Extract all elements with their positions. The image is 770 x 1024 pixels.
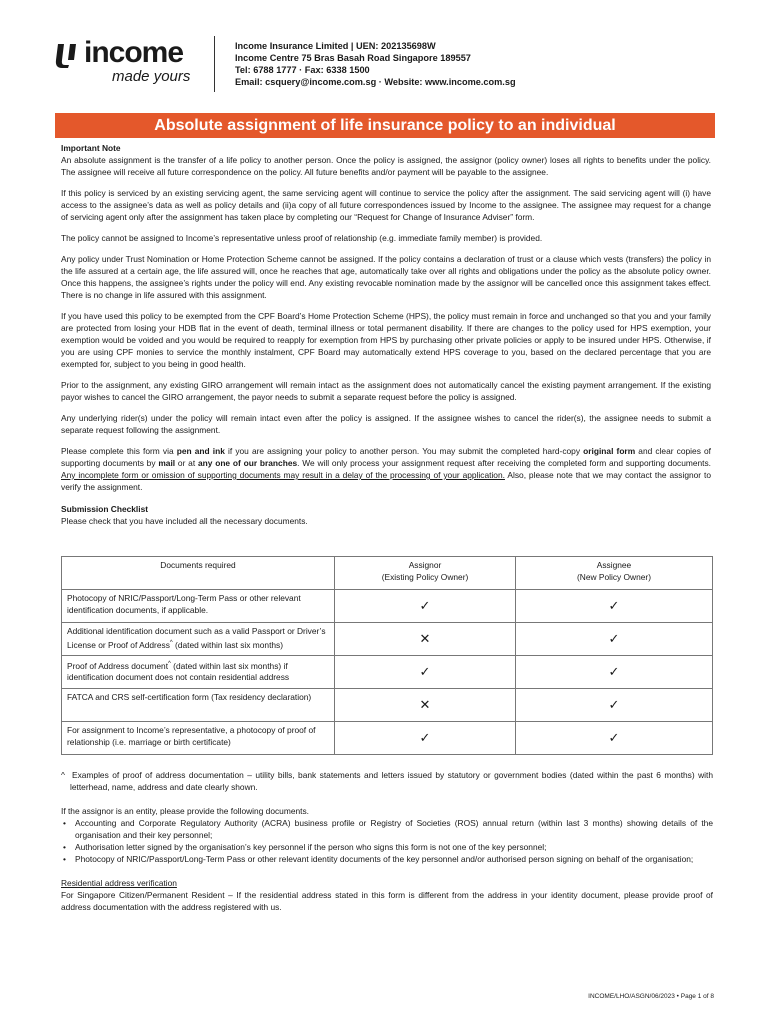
note-paragraph: An absolute assignment is the transfer of a life policy to another person. Once the policy is assigned, the assignor (policy owner) loses all rights to benefits under the policy. The assignee will receive all future correspondence on the policy. All future benefits and/or payment will be payable to the assignee. [61, 155, 711, 177]
important-note-heading: Important Note [61, 143, 121, 153]
checklist-heading: Submission Checklist [61, 504, 149, 514]
footnote [61, 769, 713, 793]
text-run: or at [175, 458, 198, 468]
assignee-check-icon: ✓ [516, 689, 713, 722]
document-cell [62, 656, 335, 689]
assignor-cross-icon: ✕ [335, 623, 516, 656]
checklist-intro: Please check that you have included all the necessary documents. [61, 516, 308, 526]
assignee-check-icon: ✓ [516, 590, 713, 623]
table-row [62, 656, 713, 689]
income-logo-mark-icon [54, 40, 84, 70]
list-item: • Accounting and Corporate Regulatory Authority (ACRA) business profile or Registry of Societies (ROS) annual return (within last 3 months) showing details of the organisation and their key personnel; [61, 817, 713, 841]
document-cell: Photocopy of NRIC/Passport/Long-Term Pass or other relevant identification documents, if applicable. [62, 590, 335, 623]
text-run: and clear copies of supporting documents by [61, 446, 711, 468]
table-row [62, 689, 713, 722]
col-label: Assignor [408, 560, 442, 570]
text-run: Proof of Address document [67, 660, 169, 671]
table-row [62, 590, 713, 623]
note-paragraph: Any policy under Trust Nomination or Home Protection Scheme cannot be assigned. If the policy contains a declaration of trust or a clause which vests (transfers) the policy in the life assured at a certain age, the life assured will, once he reaches that age, automatically take over all rights and obligations under the policy as the absolute policy owner. Once this happens, the assignee’s rights under the policy will end. Any existing revocable nomination made by the assignor will be cancelled once this assignment takes effect. There is no change in life assured with this assignment. [61, 254, 711, 300]
note-paragraph: If this policy is serviced by an existing servicing agent, the same servicing agent will continue to service the policy after the assignment. The said servicing agent will (i) have access to the assignee’s data as well as policy details and (ii)a copy of all future correspondences issued by Income to the assignee. The assignee may request for a change of servicing agent only after the assignment has taken place by completing our “Request for Change of Insurance Adviser” form. [61, 188, 711, 222]
document-cell [62, 623, 335, 656]
text-run: Please complete this form via [61, 446, 177, 456]
page-title: Absolute assignment of life insurance policy to an individual [55, 113, 715, 138]
assignor-check-icon: ✓ [335, 590, 516, 623]
text-run: Additional identification document such as a valid Passport or Driver’s License or Proof of Address [67, 626, 326, 650]
col-documents-required: Documents required [62, 557, 335, 590]
col-label: Assignee [596, 560, 632, 570]
address-line: Income Centre 75 Bras Basah Road Singapore 189557 [235, 53, 471, 63]
assignee-check-icon: ✓ [516, 722, 713, 755]
text-run: Also, please note that we may contact the assignor to verify the assignment. [61, 470, 711, 492]
tel-line: Tel: 6788 1777 · Fax: 6338 1500 [235, 65, 370, 75]
entity-documents-list [61, 817, 713, 865]
footnote-ref: ^ [168, 661, 171, 667]
document-cell: FATCA and CRS self-certification form (Tax residency declaration) [62, 689, 335, 722]
list-item: • Authorisation letter signed by the organisation’s key personnel if the person who signs this form is not one of the key personnel; [61, 841, 713, 853]
assignor-cross-icon: ✕ [335, 689, 516, 722]
important-note [61, 142, 711, 527]
company-details [235, 40, 516, 88]
logo-word: income [84, 36, 184, 69]
text-run: any one of our branches [197, 458, 298, 468]
text-run: (dated within last six months) [172, 639, 284, 650]
assignor-check-icon: ✓ [335, 656, 516, 689]
text-run: . We will only process your assignment request after receiving the completed form and supporting documents. [297, 458, 712, 468]
submission-checklist-table [61, 556, 713, 755]
note-paragraph: Any underlying rider(s) under the policy will remain intact even after the policy is assigned. If the assignee wishes to cancel the rider(s), the assignee needs to submit a separate request following the assignment. [61, 413, 711, 435]
submission-instructions [61, 445, 711, 493]
logo-tagline: made yours [112, 68, 191, 85]
document-cell: For assignment to Income’s representative, a photocopy of proof of relationship (i.e. marriage or birth certificate) [62, 722, 335, 755]
table-header-row [62, 557, 713, 590]
company-line: Income Insurance Limited | UEN: 202135698W [235, 41, 436, 51]
residential-text: For Singapore Citizen/Permanent Resident – If the residential address stated in this form is different from the address in your identity document, please provide proof of address documentation with the address registered with us. [61, 890, 713, 912]
footnote-symbol: ^ [61, 770, 65, 780]
text-run: if you are assigning your policy to another person. You may submit the completed hard-copy [224, 446, 584, 456]
text-run: mail [158, 458, 176, 468]
assignee-check-icon: ✓ [516, 656, 713, 689]
list-item: • Photocopy of NRIC/Passport/Long-Term Pass or other relevant identity documents of the key personnel and/or authorised person signing on behalf of the organisation; [61, 853, 713, 865]
col-label: (Existing Policy Owner) [381, 571, 469, 582]
text-run: (dated within last six months) if identification document does not contain residential address [67, 660, 290, 683]
header-divider [214, 36, 215, 92]
col-assignee [516, 557, 713, 590]
footnote-text: Examples of proof of address documentation – utility bills, bank statements and letters issued by statutory or government bodies (dated within the past 6 months) with letterhead, name, address and date clearly shown. [70, 770, 713, 792]
col-assignor [335, 557, 516, 590]
text-run: Any incomplete form or omission of supporting documents may result in a delay of the processing of your application. [61, 470, 505, 480]
footnote-ref: ^ [169, 639, 173, 646]
footnotes-section [61, 769, 713, 913]
note-paragraph: The policy cannot be assigned to Income’s representative unless proof of relationship (e.g. immediate family member) is provided. [61, 233, 543, 243]
note-paragraph: Prior to the assignment, any existing GIRO arrangement will remain intact as the assignment does not automatically cancel the existing payment arrangement. If the existing payor wishes to cancel the GIRO arrangement, the payor needs to submit a separate request before the policy is assigned. [61, 380, 711, 402]
col-label: (New Policy Owner) [577, 571, 651, 582]
note-paragraph: If you have used this policy to be exempted from the CPF Board’s Home Protection Scheme (HPS), the policy must remain in force and unchanged so that you and your family are protected from losing your HDB flat in the event of death, terminal illness or total permanent disability. If there are changes to the policy used for HPS exemption, your exemption would be voided and you would be required to reapply for exemption from HPS by purchasing other private policies or apply to be insured under HPS. Otherwise, if you are using CPF monies to service the monthly instalment, CPF Board may automatically extend HPS coverage to you, based on the declared percentage that you are exempted for, subject to you being in good health. [61, 311, 711, 369]
income-logo [54, 36, 204, 90]
email-line: Email: csquery@income.com.sg · Website: www.income.com.sg [235, 77, 516, 87]
assignee-check-icon: ✓ [516, 623, 713, 656]
table-row [62, 722, 713, 755]
page-footer: INCOME/LHO/ASGN/06/2023 • Page 1 of 8 [588, 993, 714, 1000]
table-row [62, 623, 713, 656]
text-run: pen and ink [176, 446, 225, 456]
text-run: original form [583, 446, 636, 456]
entity-intro: If the assignor is an entity, please provide the following documents. [61, 806, 309, 816]
assignor-check-icon: ✓ [335, 722, 516, 755]
residential-heading: Residential address verification [61, 878, 177, 888]
